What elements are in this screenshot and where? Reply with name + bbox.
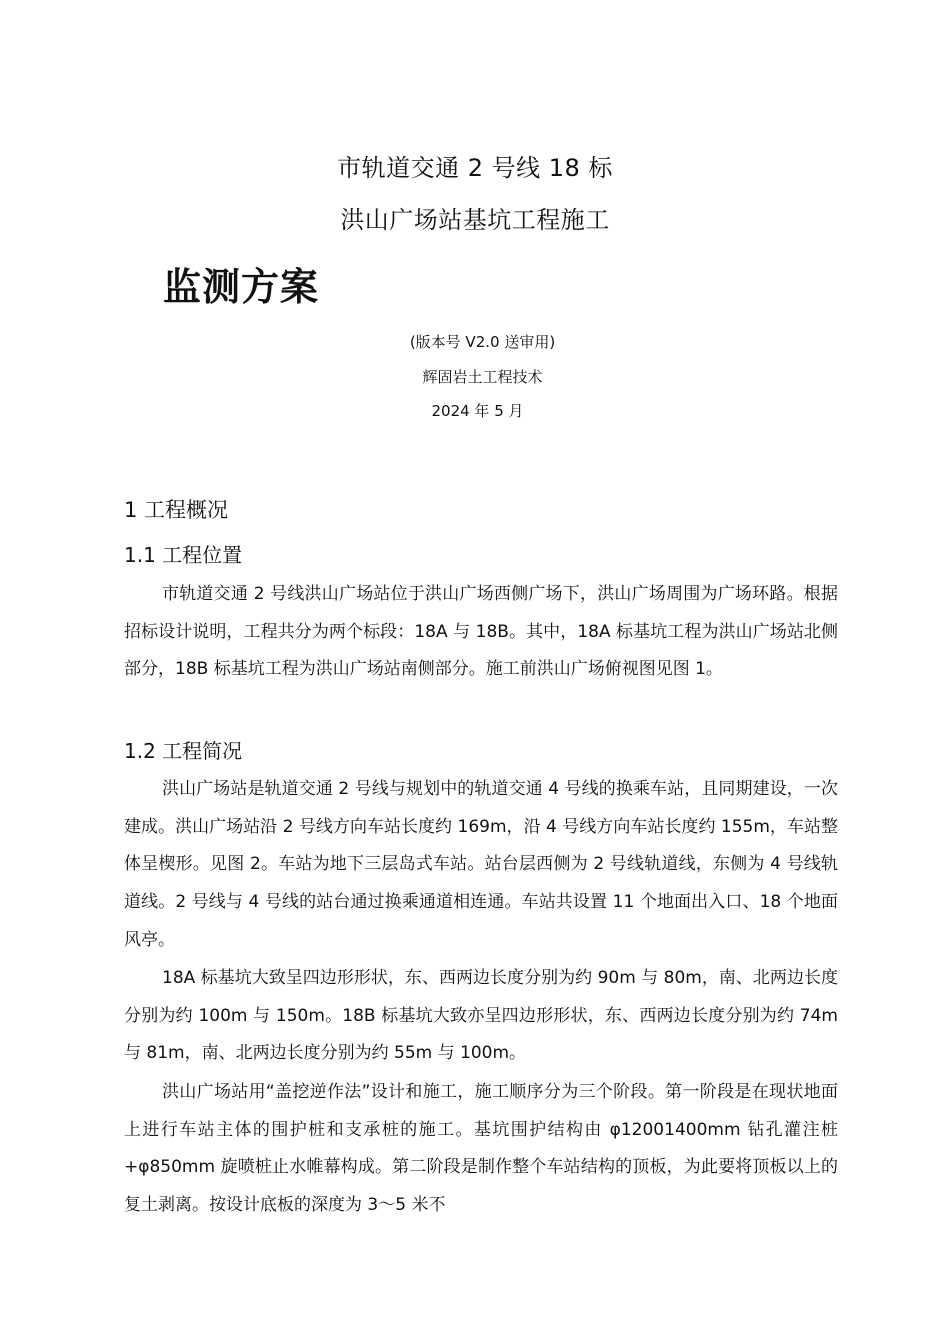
subsection-heading-1-2: 1.2 工程简况 (124, 739, 243, 763)
paragraph-project-location: 市轨道交通 2 号线洪山广场站位于洪山广场西侧广场下，洪山广场周围为广场环路。根据招标设计说明，工程共分为两个标段：18A 与 18B。其中，18A 标基坑工程为洪山广场站北侧部分，18B 标基坑工程为洪山广场站南侧部分。施工前洪山广场俯视图见图 1。 (124, 584, 838, 680)
paragraph-station-overview: 洪山广场站是轨道交通 2 号线与规划中的轨道交通 4 号线的换乘车站，且同期建设，一次建成。洪山广场站沿 2 号线方向车站长度约 169m，沿 4 号线方向车站长度约 155m，车站整体呈楔形。见图 2。车站为地下三层岛式车站。站台层西侧为 2 号线轨道线，东侧为 4 号线轨道线。2 号线与 4 号线的站台通过换乘通道相连通。车站共设置 11 个地面出入口、18 个地面风亭。 (124, 779, 838, 950)
cover-title-line1: 市轨道交通 2 号线 18 标 (337, 154, 613, 182)
cover-title-main: 监测方案 (163, 265, 320, 309)
version-note: (版本号 V2.0 送审用) (409, 333, 556, 351)
subsection-heading-1-1: 1.1 工程位置 (124, 543, 243, 567)
paragraph-construction-method: 洪山广场站用“盖挖逆作法”设计和施工，施工顺序分为三个阶段。第一阶段是在现状地面上进行车站主体的围护桩和支承桩的施工。基坑围护结构由 φ12001400mm 钻孔灌注桩+φ850mm 旋喷桩止水帷幕构成。第二阶段是制作整个车站结构的顶板，为此要将顶板以上的复土剥离。按设计底板的深度为 3～5 米不 (124, 1082, 838, 1216)
section-heading-1: 1 工程概况 (124, 498, 229, 522)
document-date: 2024 年 5 月 (431, 402, 524, 420)
cover-title-line2: 洪山广场站基坑工程施工 (340, 206, 610, 234)
paragraph-pit-dimensions: 18A 标基坑大致呈四边形形状，东、西两边长度分别为约 90m 与 80m，南、北两边长度分别为约 100m 与 150m。18B 标基坑大致亦呈四边形形状，东、西两边长度分别为约 74m 与 81m，南、北两边长度分别为约 55m 与 100m。 (124, 968, 838, 1064)
company-name: 辉固岩土工程技术 (422, 368, 543, 386)
